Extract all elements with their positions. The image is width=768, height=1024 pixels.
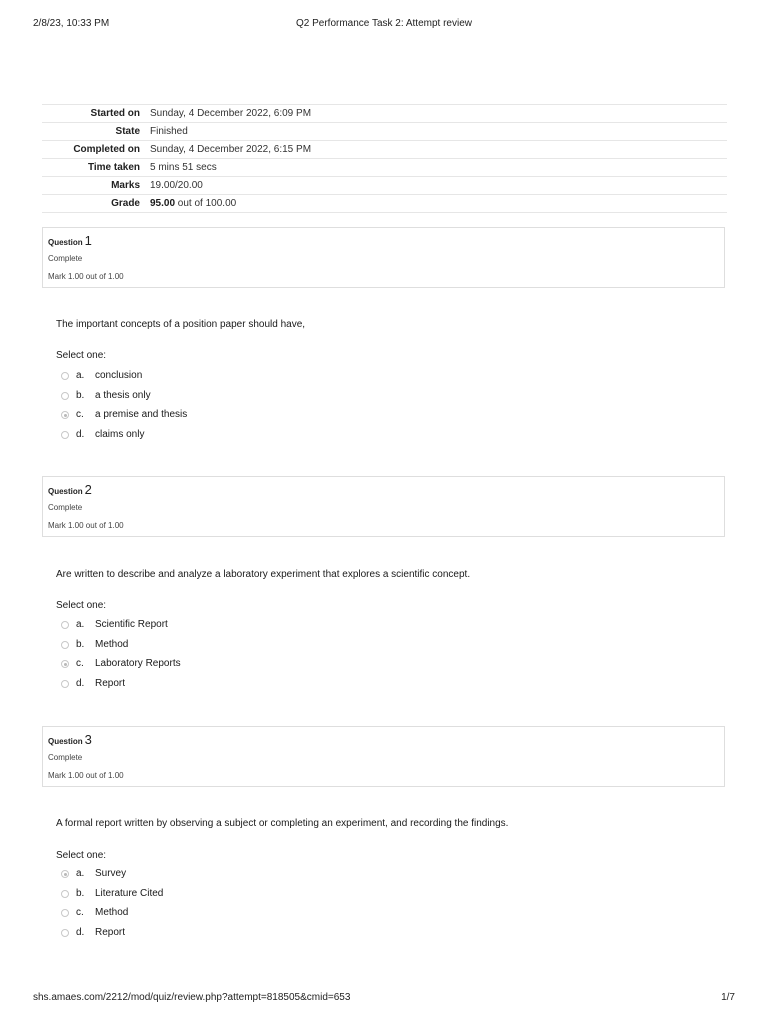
answer-letter: b. — [76, 638, 85, 650]
answer-text: a premise and thesis — [95, 409, 188, 420]
summary-row-marks — [42, 177, 727, 195]
summary-row-completed — [42, 141, 727, 159]
radio-button-selected[interactable] — [61, 660, 69, 668]
question-title — [48, 233, 92, 248]
answer-text: Report — [95, 677, 126, 689]
select-one-prompt: Select one: — [56, 350, 107, 361]
summary-value: 19.00/20.00 — [146, 177, 727, 195]
question-info-2 — [42, 476, 725, 537]
radio-button-selected[interactable] — [61, 870, 69, 878]
radio-button[interactable] — [61, 680, 69, 688]
question-mark: Mark 1.00 out of 1.00 — [48, 521, 124, 530]
question-number: 1 — [84, 233, 92, 248]
answer-text: Scientific Report — [95, 619, 168, 630]
answer-letter: b. — [76, 887, 85, 899]
page-title: Q2 Performance Task 2: Attempt review — [295, 18, 472, 29]
print-header — [33, 18, 735, 32]
question-info-1 — [42, 227, 725, 288]
print-footer — [33, 992, 735, 1006]
question-text-3: A formal report written by observing a subject or completing an experiment, and recording the findings. — [56, 818, 509, 829]
radio-button[interactable] — [61, 929, 69, 937]
answer-letter: a. — [76, 868, 85, 879]
question-label: Question — [48, 737, 83, 746]
answer-text: Laboratory Reports — [95, 658, 181, 669]
radio-button[interactable] — [61, 890, 69, 898]
summary-value: Sunday, 4 December 2022, 6:15 PM — [146, 141, 727, 159]
answer-letter: d. — [76, 677, 85, 689]
summary-value: 5 mins 51 secs — [146, 159, 727, 177]
select-one-prompt: Select one: — [56, 850, 107, 861]
question-label: Question — [48, 238, 83, 247]
answer-text: Report — [95, 926, 126, 938]
answer-text: claims only — [95, 428, 145, 440]
question-mark: Mark 1.00 out of 1.00 — [48, 272, 124, 281]
summary-row-grade — [42, 195, 727, 213]
print-datetime: 2/8/23, 10:33 PM — [33, 18, 110, 29]
summary-label: Time taken — [42, 159, 146, 177]
answer-letter: b. — [76, 389, 85, 401]
answer-letter: d. — [76, 428, 85, 440]
answer-text: conclusion — [95, 370, 143, 381]
radio-button[interactable] — [61, 621, 69, 629]
question-title — [48, 482, 92, 497]
summary-value: Finished — [146, 123, 727, 141]
attempt-summary-table — [42, 104, 727, 213]
answer-text: Method — [95, 638, 129, 650]
summary-label: Started on — [42, 105, 146, 123]
answer-letter: c. — [76, 658, 84, 669]
summary-label: Completed on — [42, 141, 146, 159]
summary-label: Marks — [42, 177, 146, 195]
summary-value — [146, 195, 727, 213]
summary-label: State — [42, 123, 146, 141]
answer-letter: a. — [76, 370, 85, 381]
page-url: shs.amaes.com/2212/mod/quiz/review.php?attempt=818505&cmid=653 — [33, 992, 351, 1003]
summary-label: Grade — [42, 195, 146, 213]
summary-row-started — [42, 105, 727, 123]
radio-button-selected[interactable] — [61, 411, 69, 419]
select-one-prompt: Select one: — [56, 600, 107, 611]
question-state: Complete — [48, 254, 83, 263]
radio-button[interactable] — [61, 392, 69, 400]
answer-letter: d. — [76, 926, 85, 938]
question-label: Question — [48, 487, 83, 496]
radio-button[interactable] — [61, 909, 69, 917]
grade-score: 95.00 — [150, 198, 176, 209]
question-info-3 — [42, 726, 725, 787]
question-state: Complete — [48, 503, 83, 512]
grade-out-of: out of 100.00 — [175, 198, 237, 209]
answer-text: Literature Cited — [95, 887, 164, 899]
radio-button[interactable] — [61, 641, 69, 649]
answer-text: a thesis only — [95, 389, 151, 401]
question-title — [48, 732, 92, 747]
question-number: 2 — [84, 482, 92, 497]
question-text-1: The important concepts of a position paper should have, — [56, 319, 306, 330]
summary-row-state — [42, 123, 727, 141]
radio-button[interactable] — [61, 372, 69, 380]
page-number: 1/7 — [721, 992, 735, 1003]
question-text-2: Are written to describe and analyze a laboratory experiment that explores a scientific concept. — [56, 569, 471, 580]
answer-letter: c. — [76, 907, 84, 918]
answer-letter: c. — [76, 409, 84, 420]
answer-text: Survey — [95, 868, 127, 879]
summary-row-time-taken — [42, 159, 727, 177]
answer-text: Method — [95, 907, 129, 918]
radio-button[interactable] — [61, 431, 69, 439]
question-number: 3 — [84, 732, 92, 747]
answer-letter: a. — [76, 619, 85, 630]
question-state: Complete — [48, 753, 83, 762]
summary-value: Sunday, 4 December 2022, 6:09 PM — [146, 105, 727, 123]
question-mark: Mark 1.00 out of 1.00 — [48, 771, 124, 780]
